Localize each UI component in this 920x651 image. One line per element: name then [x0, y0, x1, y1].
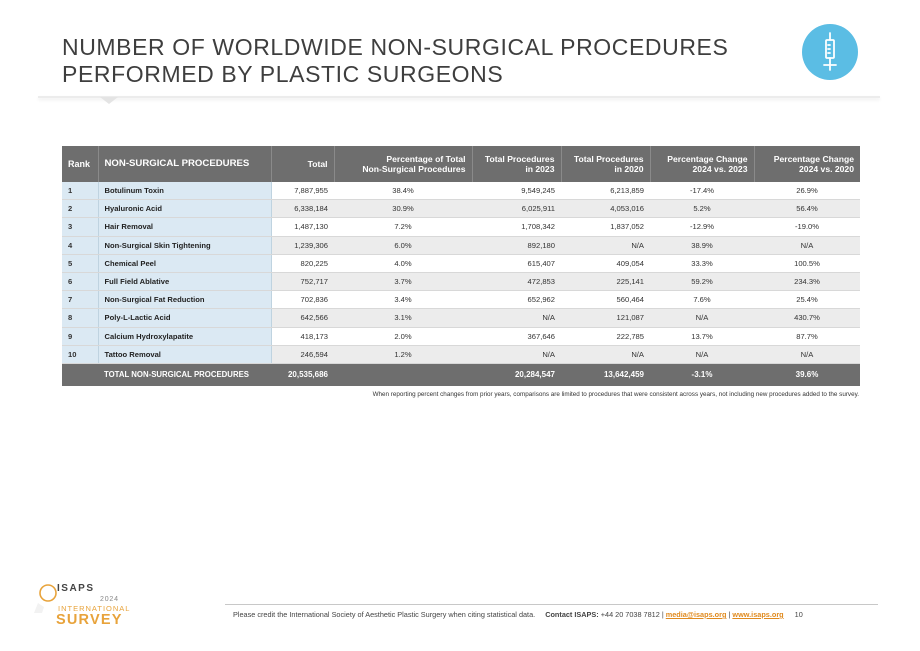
header-total: Total [271, 146, 334, 182]
cell-procedure: Tattoo Removal [98, 345, 271, 363]
cell-2020: N/A [561, 236, 650, 254]
cell-rank: 3 [62, 218, 98, 236]
cell-pct: 30.9% [334, 200, 472, 218]
header-notch [100, 97, 118, 104]
logo-year: 2024 [100, 596, 119, 603]
cell-total: 6,338,184 [271, 200, 334, 218]
table-row [62, 236, 860, 254]
totals-total: 20,535,686 [271, 363, 334, 386]
header-change-2020: Percentage Change 2024 vs. 2020 [754, 146, 860, 182]
cell-total: 752,717 [271, 272, 334, 290]
totals-change-2020: 39.6% [754, 363, 860, 386]
cell-total: 7,887,955 [271, 182, 334, 200]
page-number: 10 [794, 610, 803, 619]
table-row [62, 272, 860, 290]
cell-procedure: Poly-L-Lactic Acid [98, 309, 271, 327]
cell-rank: 7 [62, 291, 98, 309]
cell-2020: 560,464 [561, 291, 650, 309]
logo-international: INTERNATIONAL [58, 604, 131, 613]
cell-rank: 4 [62, 236, 98, 254]
logo-survey: SURVEY [56, 612, 123, 628]
cell-total: 418,173 [271, 327, 334, 345]
cell-change-2020: -19.0% [754, 218, 860, 236]
logo-isaps: ISAPS [57, 583, 95, 594]
totals-2023: 20,284,547 [472, 363, 561, 386]
cell-procedure: Botulinum Toxin [98, 182, 271, 200]
table-row [62, 254, 860, 272]
cell-procedure: Chemical Peel [98, 254, 271, 272]
table-row [62, 218, 860, 236]
cell-2023: 6,025,911 [472, 200, 561, 218]
cell-change-2023: 5.2% [650, 200, 754, 218]
cell-2023: 367,646 [472, 327, 561, 345]
cell-pct: 7.2% [334, 218, 472, 236]
cell-pct: 3.1% [334, 309, 472, 327]
cell-2023: N/A [472, 309, 561, 327]
cell-total: 642,566 [271, 309, 334, 327]
table-row [62, 309, 860, 327]
cell-2023: 892,180 [472, 236, 561, 254]
cell-2023: N/A [472, 345, 561, 363]
footer [233, 610, 803, 619]
cell-procedure: Hyaluronic Acid [98, 200, 271, 218]
cell-2023: 1,708,342 [472, 218, 561, 236]
cell-procedure: Non-Surgical Skin Tightening [98, 236, 271, 254]
totals-2020: 13,642,459 [561, 363, 650, 386]
footer-divider [225, 604, 878, 605]
cell-change-2020: 430.7% [754, 309, 860, 327]
cell-change-2023: N/A [650, 309, 754, 327]
footer-separator: | [661, 610, 664, 619]
cell-2020: 121,087 [561, 309, 650, 327]
cell-rank: 6 [62, 272, 98, 290]
footer-credit: Please credit the International Society of Aesthetic Plastic Surgery when citing statistical data. [233, 610, 536, 619]
cell-procedure: Full Field Ablative [98, 272, 271, 290]
cell-total: 820,225 [271, 254, 334, 272]
cell-change-2020: N/A [754, 236, 860, 254]
cell-pct: 6.0% [334, 236, 472, 254]
table-row [62, 291, 860, 309]
table-header-row [62, 146, 860, 182]
cell-change-2023: 38.9% [650, 236, 754, 254]
cell-rank: 1 [62, 182, 98, 200]
header-total-2020: Total Procedures in 2020 [561, 146, 650, 182]
header-procedure: NON-SURGICAL PROCEDURES [98, 146, 271, 182]
cell-2020: N/A [561, 345, 650, 363]
footer-website-link[interactable]: www.isaps.org [732, 610, 784, 619]
table-row [62, 200, 860, 218]
isaps-logo [30, 583, 130, 633]
cell-rank: 10 [62, 345, 98, 363]
totals-change-2023: -3.1% [650, 363, 754, 386]
cell-2023: 9,549,245 [472, 182, 561, 200]
cell-2020: 225,141 [561, 272, 650, 290]
cell-2020: 222,785 [561, 327, 650, 345]
page-title [62, 34, 728, 88]
table-row [62, 327, 860, 345]
header-change-2023: Percentage Change 2024 vs. 2023 [650, 146, 754, 182]
cell-pct: 4.0% [334, 254, 472, 272]
cell-pct: 2.0% [334, 327, 472, 345]
cell-procedure: Non-Surgical Fat Reduction [98, 291, 271, 309]
totals-label: TOTAL NON-SURGICAL PROCEDURES [98, 363, 271, 386]
cell-change-2023: 59.2% [650, 272, 754, 290]
cell-rank: 9 [62, 327, 98, 345]
cell-change-2020: 25.4% [754, 291, 860, 309]
cell-procedure: Hair Removal [98, 218, 271, 236]
header-divider [38, 96, 880, 98]
table-row [62, 345, 860, 363]
header-total-2023: Total Procedures in 2023 [472, 146, 561, 182]
cell-change-2023: 33.3% [650, 254, 754, 272]
cell-total: 246,594 [271, 345, 334, 363]
cell-pct: 1.2% [334, 345, 472, 363]
globe-icon [30, 583, 60, 613]
cell-change-2020: 234.3% [754, 272, 860, 290]
cell-2023: 615,407 [472, 254, 561, 272]
cell-pct: 3.7% [334, 272, 472, 290]
cell-change-2023: -17.4% [650, 182, 754, 200]
cell-rank: 2 [62, 200, 98, 218]
cell-change-2020: 87.7% [754, 327, 860, 345]
footer-separator: | [728, 610, 731, 619]
header-pct-total: Percentage of Total Non-Surgical Procedures [334, 146, 472, 182]
footer-contact-label: Contact ISAPS: [545, 610, 599, 619]
cell-rank: 5 [62, 254, 98, 272]
cell-2020: 1,837,052 [561, 218, 650, 236]
cell-change-2020: 100.5% [754, 254, 860, 272]
cell-change-2023: N/A [650, 345, 754, 363]
footnote: When reporting percent changes from prior years, comparisons are limited to procedures that were consistent across years, not including new procedures added to the survey. [372, 391, 859, 398]
title-line-2: PERFORMED BY PLASTIC SURGEONS [62, 61, 504, 87]
cell-change-2020: 26.9% [754, 182, 860, 200]
cell-pct: 3.4% [334, 291, 472, 309]
cell-rank: 8 [62, 309, 98, 327]
totals-row [62, 363, 860, 386]
footer-phone: +44 20 7038 7812 [600, 610, 660, 619]
cell-change-2020: 56.4% [754, 200, 860, 218]
cell-total: 702,836 [271, 291, 334, 309]
cell-total: 1,487,130 [271, 218, 334, 236]
header-rank: Rank [62, 146, 98, 182]
cell-total: 1,239,306 [271, 236, 334, 254]
totals-rank-cell [62, 363, 98, 386]
syringe-badge [802, 24, 858, 80]
cell-change-2020: N/A [754, 345, 860, 363]
syringe-icon [819, 32, 841, 72]
totals-pct [334, 363, 472, 386]
procedures-table [62, 146, 860, 386]
cell-change-2023: 7.6% [650, 291, 754, 309]
cell-2020: 409,054 [561, 254, 650, 272]
table-row [62, 182, 860, 200]
footer-email-link[interactable]: media@isaps.org [665, 610, 727, 619]
title-line-1: NUMBER OF WORLDWIDE NON-SURGICAL PROCEDURES [62, 34, 729, 60]
cell-change-2023: 13.7% [650, 327, 754, 345]
cell-pct: 38.4% [334, 182, 472, 200]
cell-2023: 652,962 [472, 291, 561, 309]
cell-2023: 472,853 [472, 272, 561, 290]
cell-change-2023: -12.9% [650, 218, 754, 236]
cell-procedure: Calcium Hydroxylapatite [98, 327, 271, 345]
cell-2020: 6,213,859 [561, 182, 650, 200]
cell-2020: 4,053,016 [561, 200, 650, 218]
